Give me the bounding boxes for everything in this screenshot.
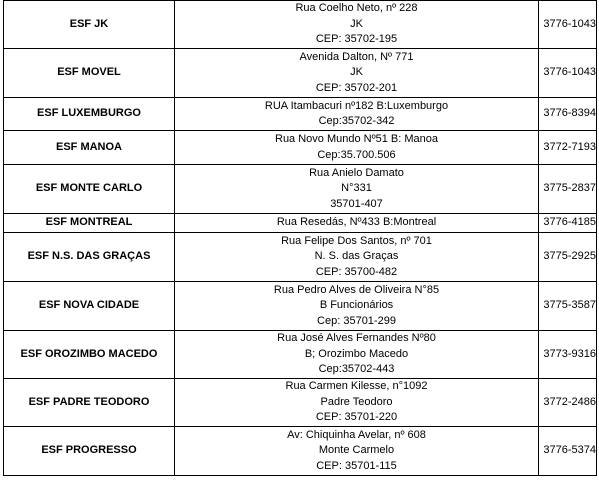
phone-cell: 3773-9316 [539, 331, 597, 379]
address-cell [175, 331, 539, 379]
address-line: Monte Carmelo [318, 444, 395, 457]
table-row [4, 214, 597, 233]
address-line: CEP: 35702-201 [315, 81, 398, 94]
unit-name-cell: ESF LUXEMBURGO [4, 98, 175, 131]
address-line: CEP: 35701-115 [316, 459, 397, 472]
phone-cell: 3776-4185 [539, 214, 597, 233]
address-line: Rua Pedro Alves de Oliveira N°85 [273, 283, 440, 296]
address-line: JK [350, 17, 363, 30]
unit-name-cell: ESF JK [4, 1, 175, 49]
table-row [4, 98, 597, 131]
phone-cell: 3776-1043 [539, 1, 597, 49]
phone-cell: 3775-2925 [539, 233, 597, 282]
address-cell [175, 49, 539, 98]
address-line: Padre Teodoro [320, 395, 393, 408]
address-line: Avenida Dalton, Nº 771 [299, 50, 414, 63]
address-line: 35701-407 [330, 197, 383, 210]
address-cell [175, 427, 539, 476]
address-cell [175, 214, 539, 233]
address-cell [175, 1, 539, 49]
address-line: CEP: 35701-220 [315, 411, 398, 424]
unit-name-cell: ESF PROGRESSO [4, 427, 175, 476]
table-row [4, 131, 597, 165]
address-cell [175, 98, 539, 131]
address-line: B; Orozimbo Macedo [304, 347, 409, 360]
phone-cell: 3776-8394 [539, 98, 597, 131]
table-row [4, 165, 597, 214]
table-row [4, 282, 597, 331]
address-cell [175, 131, 539, 165]
address-line: CEP: 35702-195 [315, 33, 398, 46]
unit-name-cell: ESF PADRE TEODORO [4, 379, 175, 427]
address-line: Av: Chiquinha Avelar, nº 608 [287, 428, 426, 441]
address-line: Rua Coelho Neto, nº 228 [295, 2, 418, 15]
address-line: Cep:35702-443 [318, 363, 395, 376]
address-line: Rua Anielo Damato [309, 166, 404, 179]
table-row [4, 427, 597, 476]
address-line: N°331 [341, 182, 372, 195]
table-row [4, 379, 597, 427]
phone-cell: 3776-5374 [539, 427, 597, 476]
address-line: Rua José Alves Fernandes Nº80 [277, 332, 436, 345]
phone-cell: 3776-1043 [539, 49, 597, 98]
address-line: Rua Novo Mundo Nº51 B: Manoa [275, 133, 438, 146]
unit-name-cell: ESF N.S. DAS GRAÇAS [4, 233, 175, 282]
unit-name-cell: ESF NOVA CIDADE [4, 282, 175, 331]
address-line: Rua Resedás, Nº433 B:Montreal [276, 216, 437, 229]
unit-name-cell: ESF MONTREAL [4, 214, 175, 233]
table-row [4, 1, 597, 49]
unit-name-cell: ESF MANOA [4, 131, 175, 165]
address-cell [175, 165, 539, 214]
table-row [4, 233, 597, 282]
phone-cell: 3775-2837 [539, 165, 597, 214]
unit-name-cell: ESF MONTE CARLO [4, 165, 175, 214]
address-line: N. S. das Graças [314, 250, 399, 263]
address-line: RUA Itambacuri nº182 B:Luxemburgo [264, 99, 449, 112]
phone-cell: 3775-3587 [539, 282, 597, 331]
table-row [4, 331, 597, 379]
address-cell [175, 282, 539, 331]
address-line: Cep:35.700.506 [317, 148, 396, 161]
address-cell [175, 379, 539, 427]
address-cell [175, 233, 539, 282]
table-row [4, 49, 597, 98]
address-line: Rua Carmen Kilesse, n°1092 [285, 380, 428, 393]
unit-name-cell: ESF MOVEL [4, 49, 175, 98]
address-line: Cep: 35701-299 [317, 314, 396, 327]
unit-name-cell: ESF OROZIMBO MACEDO [4, 331, 175, 379]
health-units-table [3, 0, 597, 476]
address-line: CEP: 35700-482 [315, 265, 398, 278]
phone-cell: 3772-7193 [539, 131, 597, 165]
address-line: Rua Felipe Dos Santos, nº 701 [281, 234, 432, 247]
address-line: B Funcionários [319, 299, 394, 312]
address-line: Cep:35702-342 [318, 115, 395, 127]
table-body [4, 1, 597, 476]
address-line: JK [350, 66, 363, 79]
phone-cell: 3772-2486 [539, 379, 597, 427]
